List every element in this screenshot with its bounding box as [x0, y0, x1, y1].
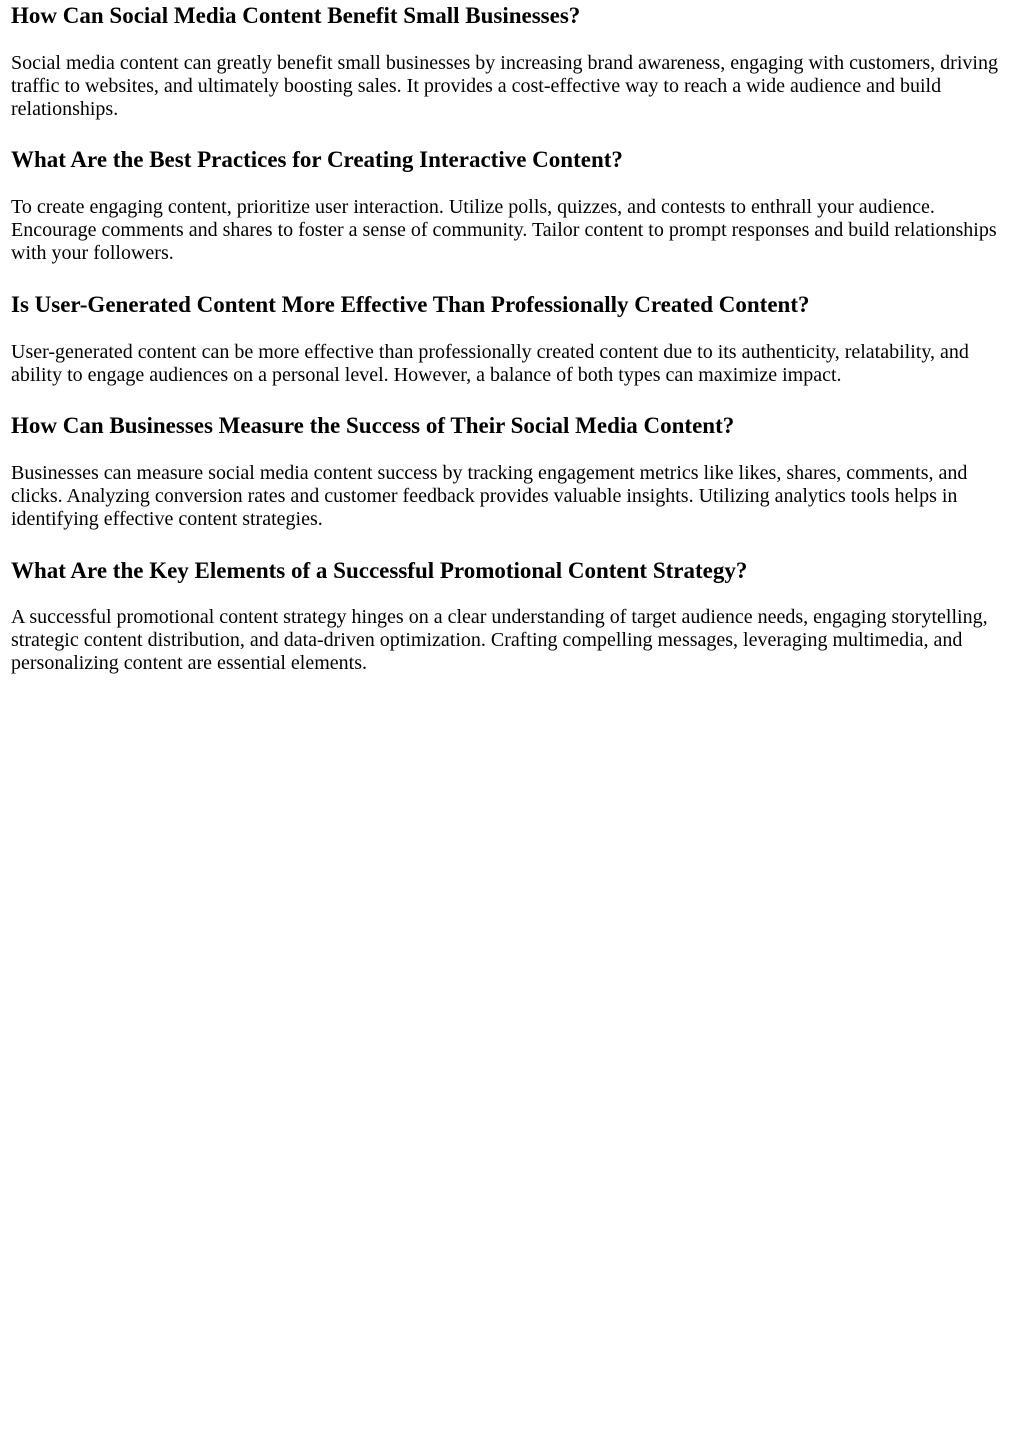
faq-question-heading: What Are the Key Elements of a Successful Promotional Content Strategy?	[11, 558, 748, 583]
faq-question-heading: What Are the Best Practices for Creating Interactive Content?	[11, 147, 623, 172]
faq-answer-paragraph: Social media content can greatly benefit small businesses by increasing brand awareness, engaging with customers, driving traffic to websites, and ultimately boosting sales. It provides a cost-effective way to reach a wide audience and build relationships.	[11, 52, 998, 120]
faq-section-user-generated-content	[11, 291, 1013, 387]
faq-question-heading: How Can Businesses Measure the Success of Their Social Media Content?	[11, 413, 735, 438]
document-page	[0, 2, 1024, 675]
faq-question-heading: How Can Social Media Content Benefit Small Businesses?	[11, 3, 581, 28]
faq-section-measure-success	[11, 412, 1013, 531]
faq-section-promotional-strategy	[11, 557, 1013, 675]
faq-answer-paragraph: A successful promotional content strategy hinges on a clear understanding of target audience needs, engaging storytelling, strategic content distribution, and data-driven optimization. Crafting compelling messages, leveraging multimedia, and personalizing content are essential elements.	[11, 606, 988, 674]
faq-section-interactive-content	[11, 146, 1013, 265]
faq-answer-paragraph: Businesses can measure social media content success by tracking engagement metrics like likes, shares, comments, and clicks. Analyzing conversion rates and customer feedback provides valuable insights. Utilizing analytics tools helps in identifying effective content strategies.	[11, 462, 968, 530]
faq-question-heading: Is User-Generated Content More Effective Than Professionally Created Content?	[11, 292, 810, 317]
faq-answer-paragraph: User-generated content can be more effective than professionally created content due to its authenticity, relatability, and ability to engage audiences on a personal level. However, a balance of both types can maximize impact.	[11, 341, 969, 386]
faq-section-small-business-benefits	[11, 2, 1013, 121]
faq-answer-paragraph: To create engaging content, prioritize user interaction. Utilize polls, quizzes, and contests to enthrall your audience. Encourage comments and shares to foster a sense of community. Tailor content to prompt responses and build relationships with your followers.	[11, 196, 997, 264]
